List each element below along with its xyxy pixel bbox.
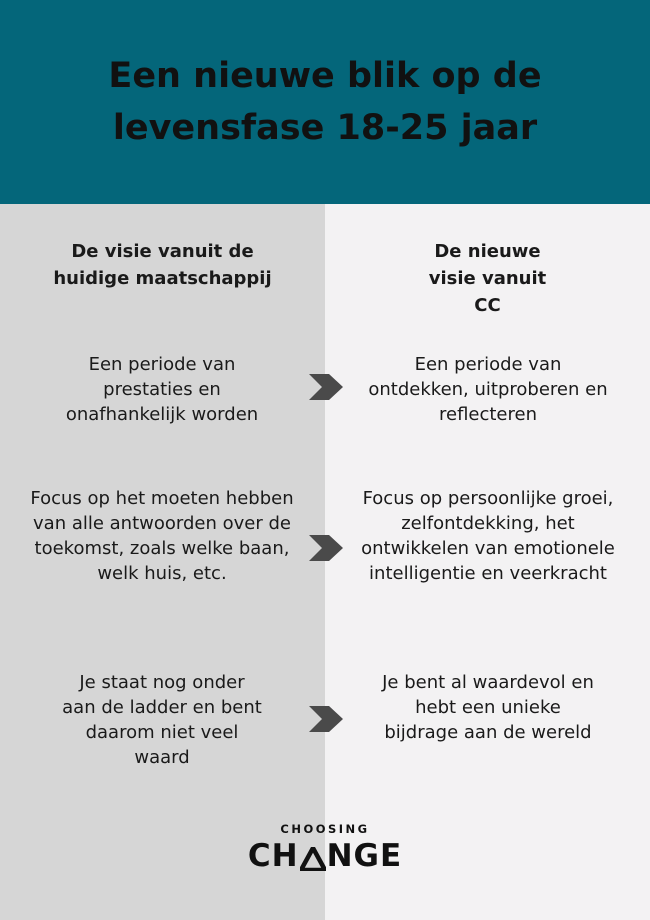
row-2-current-view: Focus op het moeten hebben van alle antwoorden over de toekomst, zoals welke baan, welk huis, etc. [30, 488, 294, 584]
logo-wordmark [248, 838, 402, 874]
arrow-right-icon [309, 374, 343, 400]
right-column-heading: De nieuwe visie vanuit CC [428, 241, 547, 316]
header-banner [0, 0, 650, 204]
arrow-right-icon [309, 535, 343, 561]
page-title: Een nieuwe blik op de levensfase 18-25 jaar [108, 56, 542, 148]
left-column-heading: De visie vanuit de huidige maatschappij [53, 241, 272, 289]
row-2-new-view: Focus op persoonlijke groei, zelfontdekking, het ontwikkelen van emotionele intelligentie en veerkracht [361, 488, 615, 584]
row-3-new-view: Je bent al waardevol en hebt een unieke bijdrage aan de wereld [382, 672, 594, 743]
arrow-right-icon [309, 706, 343, 732]
row-1-current-view: Een periode van prestaties en onafhankelijk worden [65, 354, 259, 425]
logo-top-text: CHOOSING [280, 822, 370, 836]
choosing-change-logo [0, 822, 650, 874]
row-1-new-view: Een periode van ontdekken, uitproberen en reflecteren [368, 354, 608, 425]
logo-wordmark-end: NGE [326, 838, 403, 874]
logo-wordmark-start: CH [247, 838, 299, 874]
triangle-a-icon [300, 847, 326, 871]
row-3-current-view: Je staat nog onder aan de ladder en bent daarom niet veel waard [62, 672, 262, 768]
